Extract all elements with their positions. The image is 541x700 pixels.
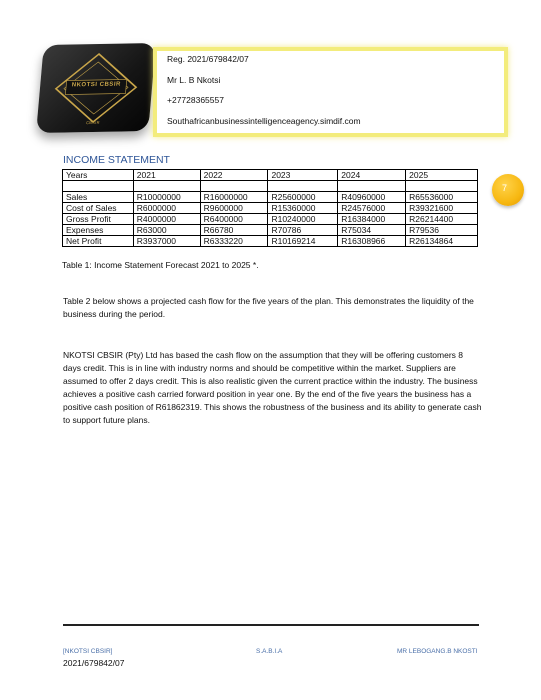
registration-number: Reg. 2021/679842/07 [167,54,249,64]
table-row [63,236,478,247]
table-cell: R40960000 [338,192,406,203]
table-row [63,203,478,214]
table-cell [406,181,478,192]
income-statement-table [62,169,478,247]
column-header: 2021 [133,170,200,181]
table-row [63,181,478,192]
table-cell: R65536000 [406,192,478,203]
footer-company: [NKOTSI CBSIR] [63,648,113,655]
section-title: INCOME STATEMENT [63,154,170,166]
column-header: Years [63,170,134,181]
table-header-row [63,170,478,181]
table-cell: R66780 [200,225,268,236]
table-cell [268,181,338,192]
logo-subtext: CBSIR [85,119,101,126]
footer-agency: S.A.B.I.A [256,648,283,655]
table-cell: R25600000 [268,192,338,203]
table-cell: R6333220 [200,236,268,247]
column-header: 2022 [200,170,268,181]
table-cell: Gross Profit [63,214,134,225]
table-cell [200,181,268,192]
contact-name: Mr L. B Nkotsi [167,74,221,85]
paragraph-cash-flow-intro: Table 2 below shows a projected cash flow for the five years of the plan. This demonstrates the liquidity of the business during the period. [63,296,474,319]
table-cell: R39321600 [406,203,478,214]
column-header: 2023 [268,170,338,181]
table-cell: R70786 [268,225,338,236]
table-cell: Cost of Sales [63,203,134,214]
contact-phone: +27728365557 [167,95,224,105]
table-cell: R9600000 [200,203,268,214]
table-cell: R16308966 [338,236,406,247]
table-cell: R4000000 [133,214,200,225]
table-cell: R6000000 [133,203,200,214]
table-row [63,192,478,203]
table-cell: R79536 [406,225,478,236]
table-cell: R6400000 [200,214,268,225]
table-cell: R75034 [338,225,406,236]
page-number-badge [492,174,524,206]
table-cell [338,181,406,192]
table-cell: Expenses [63,225,134,236]
table-caption: Table 1: Income Statement Forecast 2021 to 2025 *. [62,260,259,270]
column-header: 2024 [338,170,406,181]
table-cell: R15360000 [268,203,338,214]
table-cell: Sales [63,192,134,203]
logo-text: NKOTSI CBSIR [71,81,122,89]
page-number: 7 [502,183,508,193]
footer-author: MR LEBOGANG.B NKOSTI [397,648,478,655]
table-cell: R16000000 [200,192,268,203]
contact-box [153,47,508,137]
table-cell [63,181,134,192]
table-cell: R10169214 [268,236,338,247]
table-cell: Net Profit [63,236,134,247]
table-row [63,214,478,225]
cbsir-logo [36,43,156,133]
table-cell: R10000000 [133,192,200,203]
table-cell: R26134864 [406,236,478,247]
table-cell: R26214400 [406,214,478,225]
table-cell: R3937000 [133,236,200,247]
table-cell: R24576000 [338,203,406,214]
column-header: 2025 [406,170,478,181]
contact-website[interactable]: Southafricanbusinessintelligenceagency.simdif.com [167,115,361,126]
paragraph-cash-flow-assumptions: NKOTSI CBSIR (Pty) Ltd has based the cash flow on the assumption that they will be offering customers 8 days credit. This is in line with industry norms and should be competitive within the market. Suppliers are assumed to offer 2 days credit. This is also realistic given the current practice within the industry. The business achieves a positive cash carried forward position in year one. By the end of the five years the business has a positive cash position of R61862319. This shows the robustness of the business and its ability to generate cash to support future plans. [63,350,482,425]
table-cell [133,181,200,192]
table-cell: R63000 [133,225,200,236]
table-cell: R10240000 [268,214,338,225]
footer-divider [63,624,479,626]
table-row [63,225,478,236]
table-cell: R16384000 [338,214,406,225]
footer-registration: 2021/679842/07 [63,658,125,668]
